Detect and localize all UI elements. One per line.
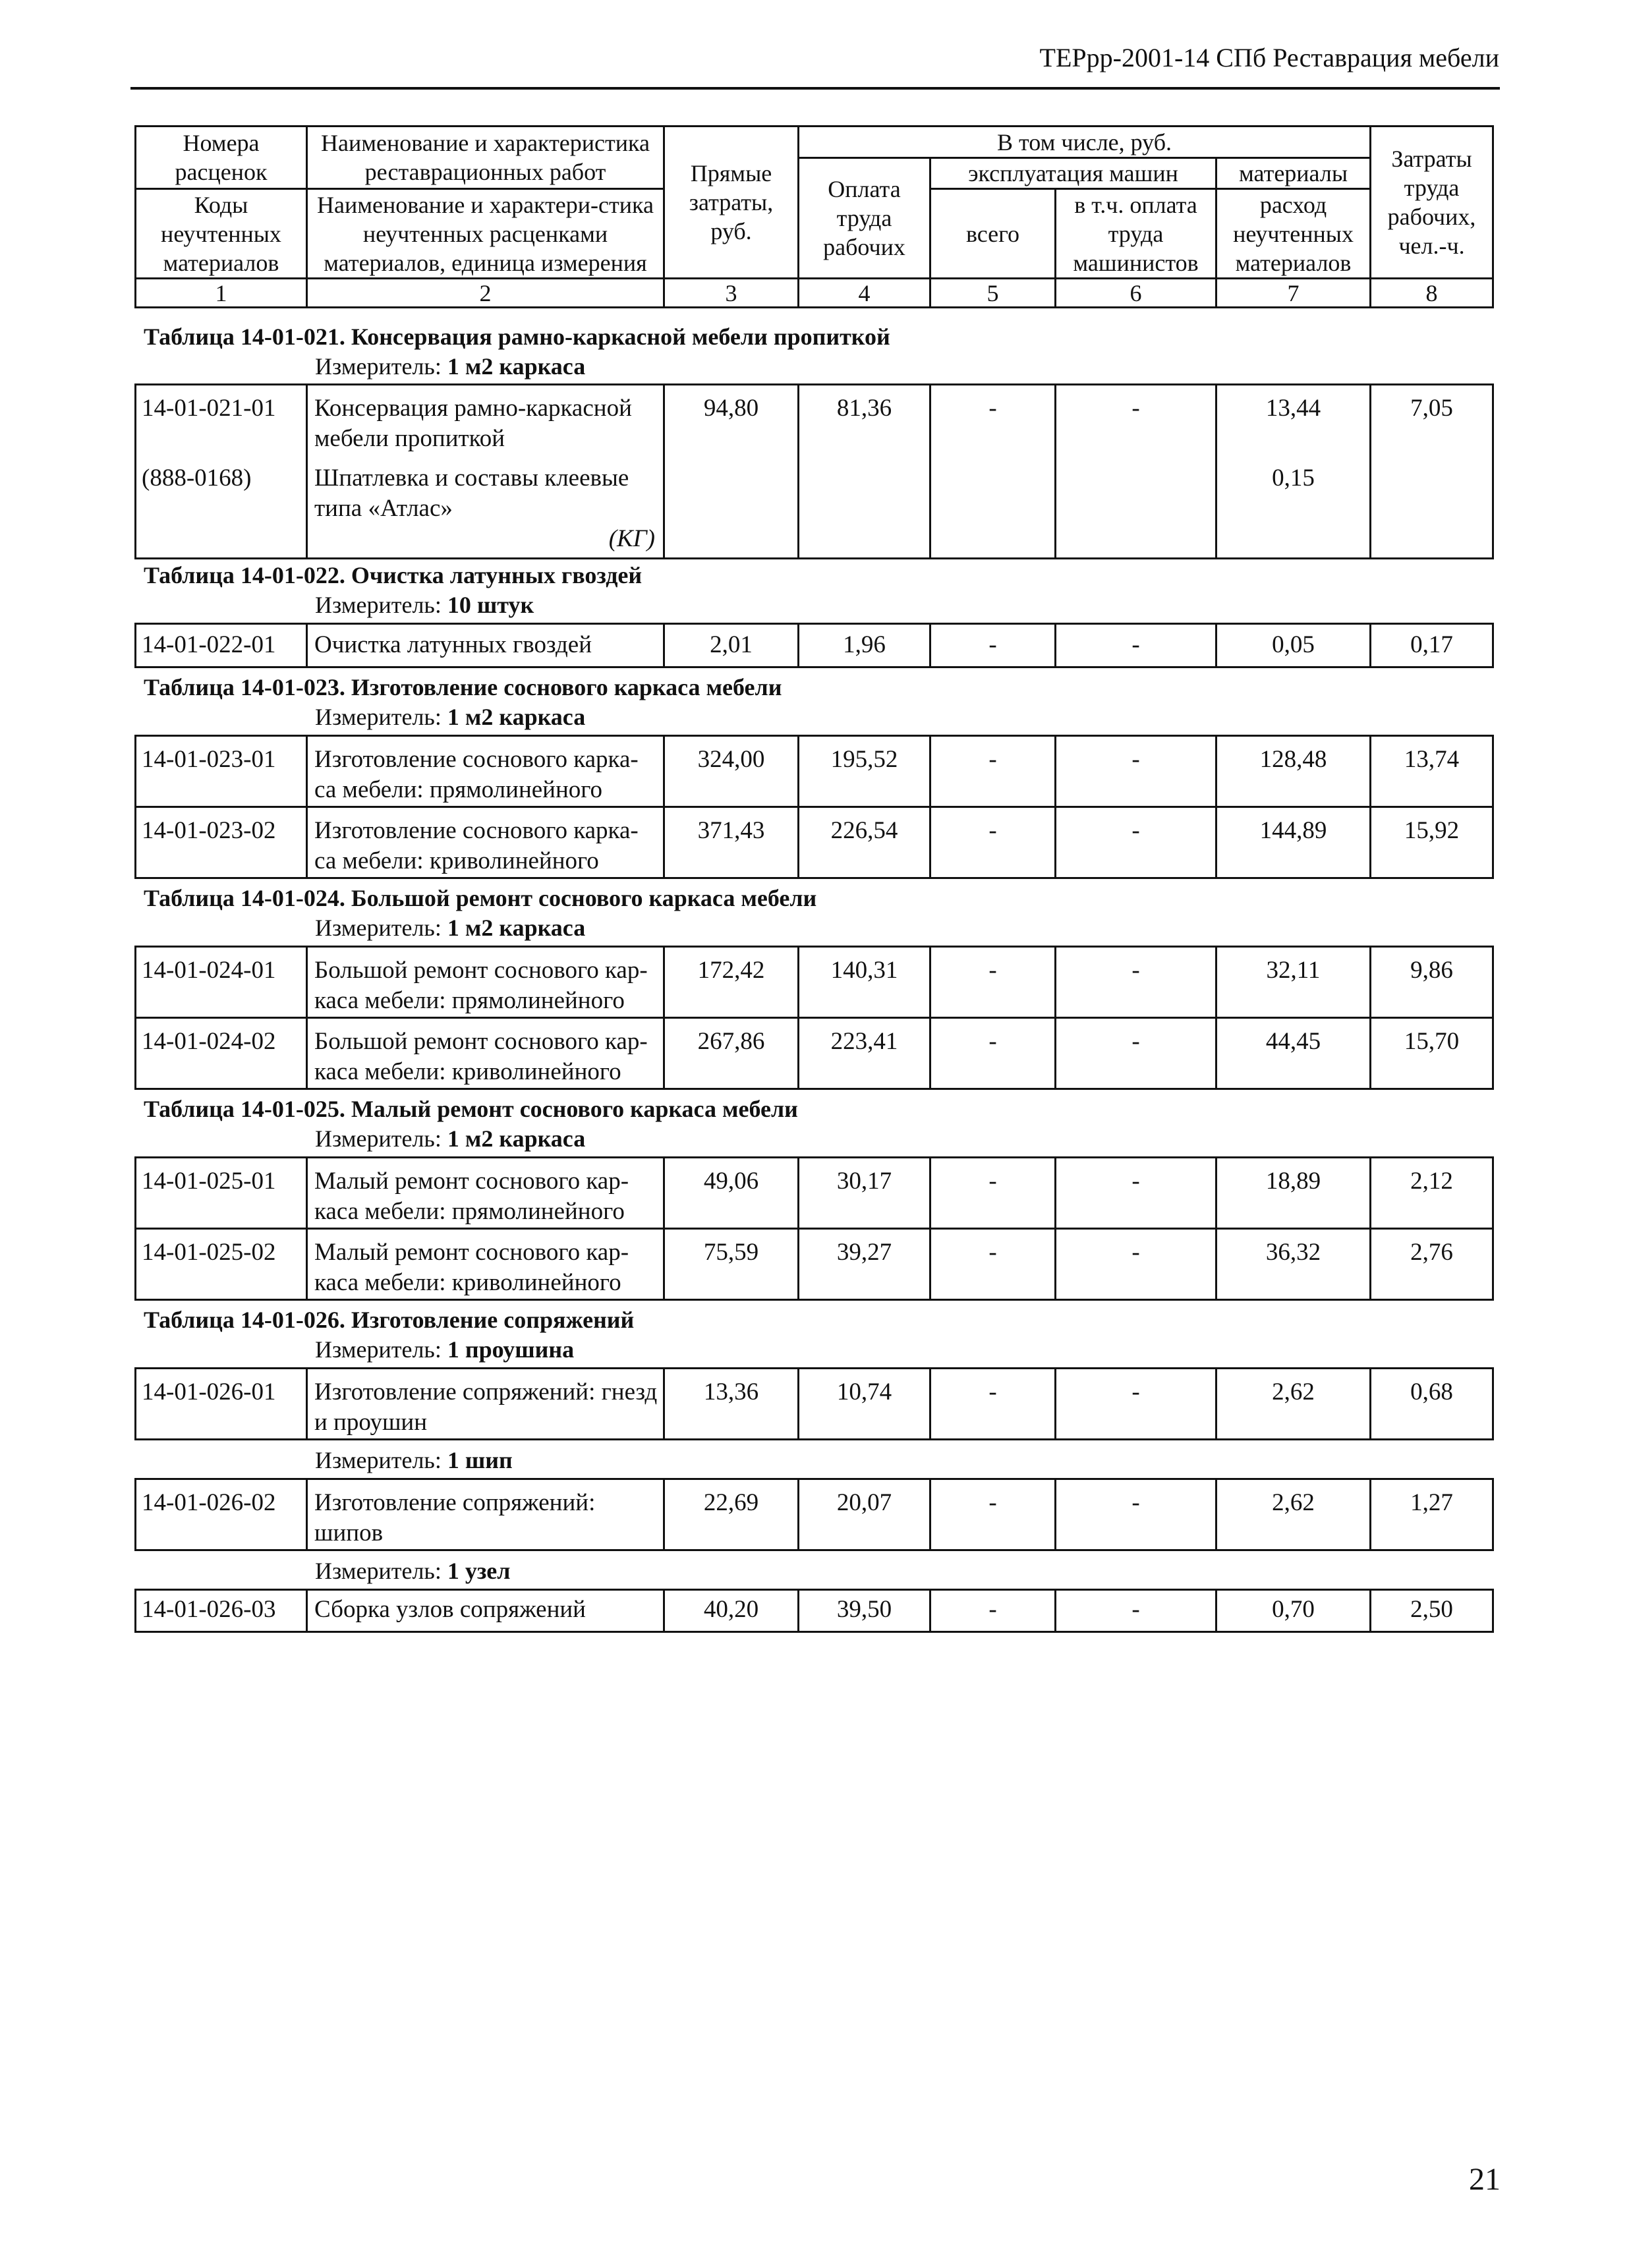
material-quantity: 0,15 xyxy=(1272,465,1315,492)
rate-code: 14-01-025-01 xyxy=(136,1158,307,1229)
work-name: Большой ремонт соснового кар-каса мебели: криволинейного xyxy=(307,1018,664,1089)
labor-pay: 10,74 xyxy=(799,1369,930,1440)
col-header-labor-hours: Затраты труда рабочих, чел.-ч. xyxy=(1371,127,1493,279)
table-row xyxy=(136,736,1493,807)
materials-value: 0,05 xyxy=(1216,624,1371,667)
labor-hours: 0,17 xyxy=(1371,624,1493,667)
table-row xyxy=(136,1369,1493,1440)
page-number: 21 xyxy=(1469,2162,1501,2197)
operators-pay: - xyxy=(1056,1369,1216,1440)
machines-total: - xyxy=(930,736,1056,807)
col-number-8: 8 xyxy=(1371,279,1493,308)
operators-pay: - xyxy=(1056,624,1216,667)
work-name: Малый ремонт соснового кар-каса мебели: криволинейного xyxy=(307,1229,664,1300)
rate-code: 14-01-021-01 xyxy=(142,395,276,422)
rate-code: 14-01-022-01 xyxy=(136,624,307,667)
work-name: Изготовление соснового карка-са мебели: криволинейного xyxy=(307,807,664,878)
col-header-operators-pay: в т.ч. оплата труда машинистов xyxy=(1056,189,1216,279)
materials-value: 36,32 xyxy=(1216,1229,1371,1300)
section-title: Таблица 14-01-023. Изготовление соснового каркаса мебели xyxy=(144,674,782,700)
labor-pay: 226,54 xyxy=(799,807,930,878)
machines-total: - xyxy=(930,1158,1056,1229)
col-header-including: В том числе, руб. xyxy=(799,127,1371,158)
table-row xyxy=(136,807,1493,878)
labor-pay: 140,31 xyxy=(799,947,930,1018)
machines-total: - xyxy=(930,624,1056,667)
section-title: Таблица 14-01-026. Изготовление сопряжений xyxy=(144,1307,635,1333)
materials-value: 0,70 xyxy=(1216,1590,1371,1632)
work-name: Большой ремонт соснового кар-каса мебели: прямолинейного xyxy=(307,947,664,1018)
labor-hours: 9,86 xyxy=(1371,947,1493,1018)
operators-pay: - xyxy=(1056,1018,1216,1089)
col-header-labor-pay: Оплата труда рабочих xyxy=(799,158,930,279)
labor-hours: 7,05 xyxy=(1371,385,1493,559)
work-name: Консервация рамно-каркасной мебели пропиткой xyxy=(314,395,632,452)
materials-value: 2,62 xyxy=(1216,1369,1371,1440)
table-row xyxy=(136,1479,1493,1550)
col-number-6: 6 xyxy=(1056,279,1216,308)
operators-pay: - xyxy=(1056,807,1216,878)
section-unit: Измеритель: 10 штук xyxy=(315,592,534,618)
rates-table xyxy=(134,623,1494,668)
col-number-3: 3 xyxy=(664,279,799,308)
table-row xyxy=(136,1158,1493,1229)
rates-table xyxy=(134,1367,1494,1440)
materials-value: 18,89 xyxy=(1216,1158,1371,1229)
col-header-materials: материалы xyxy=(1216,158,1371,189)
table-row xyxy=(136,947,1493,1018)
operators-pay: - xyxy=(1056,947,1216,1018)
work-name: Изготовление сопряжений: шипов xyxy=(307,1479,664,1550)
col-number-1: 1 xyxy=(136,279,307,308)
rates-table xyxy=(134,1478,1494,1551)
material-code: (888-0168) xyxy=(142,465,252,492)
section-title: Таблица 14-01-024. Большой ремонт соснового каркаса мебели xyxy=(144,885,817,911)
col-number-2: 2 xyxy=(307,279,664,308)
table-row xyxy=(136,1229,1493,1300)
table-row xyxy=(136,1018,1493,1089)
section-unit: Измеритель: 1 узел xyxy=(315,1558,511,1584)
work-name: Малый ремонт соснового кар-каса мебели: прямолинейного xyxy=(307,1158,664,1229)
operators-pay: - xyxy=(1056,385,1216,559)
labor-hours: 2,76 xyxy=(1371,1229,1493,1300)
machines-total: - xyxy=(930,1369,1056,1440)
direct-costs: 22,69 xyxy=(664,1479,799,1550)
work-name: Изготовление сопряжений: гнезд и проушин xyxy=(307,1369,664,1440)
machines-total: - xyxy=(930,807,1056,878)
labor-hours: 15,70 xyxy=(1371,1018,1493,1089)
rates-table xyxy=(134,383,1494,559)
machines-total: - xyxy=(930,1018,1056,1089)
rate-code: 14-01-024-02 xyxy=(136,1018,307,1089)
direct-costs: 2,01 xyxy=(664,624,799,667)
labor-pay: 223,41 xyxy=(799,1018,930,1089)
section-unit: Измеритель: 1 проушина xyxy=(315,1336,575,1363)
section-unit: Измеритель: 1 м2 каркаса xyxy=(315,915,586,941)
section-unit: Измеритель: 1 м2 каркаса xyxy=(315,353,586,380)
material-unit: (КГ) xyxy=(608,525,655,552)
rate-code: 14-01-025-02 xyxy=(136,1229,307,1300)
labor-pay: 195,52 xyxy=(799,736,930,807)
rates-table xyxy=(134,1589,1494,1633)
material-name: Шпатлевка и составы клеевые типа «Атлас» xyxy=(314,465,629,522)
materials-value: 32,11 xyxy=(1216,947,1371,1018)
machines-total: - xyxy=(930,385,1056,559)
rates-table xyxy=(134,946,1494,1090)
operators-pay: - xyxy=(1056,1479,1216,1550)
direct-costs: 75,59 xyxy=(664,1229,799,1300)
column-header-table xyxy=(134,125,1494,308)
direct-costs: 324,00 xyxy=(664,736,799,807)
materials-value: 13,44 xyxy=(1265,395,1321,422)
labor-hours: 2,50 xyxy=(1371,1590,1493,1632)
direct-costs: 172,42 xyxy=(664,947,799,1018)
direct-costs: 13,36 xyxy=(664,1369,799,1440)
operators-pay: - xyxy=(1056,1158,1216,1229)
rates-table xyxy=(134,735,1494,879)
col-header-machine-operation: эксплуатация машин xyxy=(930,158,1216,189)
direct-costs: 267,86 xyxy=(664,1018,799,1089)
section-title: Таблица 14-01-021. Консервация рамно-каркасной мебели пропиткой xyxy=(144,324,890,350)
col-header-machines-total: всего xyxy=(930,189,1056,279)
labor-pay: 1,96 xyxy=(799,624,930,667)
labor-hours: 2,12 xyxy=(1371,1158,1493,1229)
col-header-work-name: Наименование и характеристика реставрационных работ xyxy=(307,127,664,189)
direct-costs: 49,06 xyxy=(664,1158,799,1229)
machines-total: - xyxy=(930,1229,1056,1300)
materials-value: 128,48 xyxy=(1216,736,1371,807)
rate-code: 14-01-026-03 xyxy=(136,1590,307,1632)
operators-pay: - xyxy=(1056,736,1216,807)
col-header-material-codes: Коды неучтенных материалов xyxy=(136,189,307,279)
rate-code: 14-01-023-02 xyxy=(136,807,307,878)
direct-costs: 371,43 xyxy=(664,807,799,878)
rates-table xyxy=(134,1156,1494,1301)
direct-costs: 40,20 xyxy=(664,1590,799,1632)
machines-total: - xyxy=(930,947,1056,1018)
col-number-7: 7 xyxy=(1216,279,1371,308)
work-name: Сборка узлов сопряжений xyxy=(307,1590,664,1632)
col-number-4: 4 xyxy=(799,279,930,308)
labor-hours: 1,27 xyxy=(1371,1479,1493,1550)
materials-value: 44,45 xyxy=(1216,1018,1371,1089)
labor-pay: 81,36 xyxy=(799,385,930,559)
section-unit: Измеритель: 1 м2 каркаса xyxy=(315,1125,586,1152)
labor-hours: 0,68 xyxy=(1371,1369,1493,1440)
section-unit: Измеритель: 1 шип xyxy=(315,1447,513,1473)
section-unit: Измеритель: 1 м2 каркаса xyxy=(315,704,586,730)
labor-hours: 15,92 xyxy=(1371,807,1493,878)
machines-total: - xyxy=(930,1479,1056,1550)
work-name: Очистка латунных гвоздей xyxy=(307,624,664,667)
header-rule xyxy=(130,87,1500,90)
col-header-direct-costs: Прямые затраты, руб. xyxy=(664,127,799,279)
table-row xyxy=(136,385,1493,559)
direct-costs: 94,80 xyxy=(664,385,799,559)
col-number-5: 5 xyxy=(930,279,1056,308)
materials-value: 2,62 xyxy=(1216,1479,1371,1550)
rate-code: 14-01-026-02 xyxy=(136,1479,307,1550)
table-row xyxy=(136,624,1493,667)
document-title: ТЕРрр-2001-14 СПб Реставрация мебели xyxy=(1039,43,1499,72)
labor-pay: 39,27 xyxy=(799,1229,930,1300)
machines-total: - xyxy=(930,1590,1056,1632)
col-header-material-names: Наименование и характери-стика неучтенных расценками материалов, единица измерения xyxy=(307,189,664,279)
labor-pay: 30,17 xyxy=(799,1158,930,1229)
labor-pay: 20,07 xyxy=(799,1479,930,1550)
section-title: Таблица 14-01-022. Очистка латунных гвоздей xyxy=(144,562,643,588)
operators-pay: - xyxy=(1056,1229,1216,1300)
rate-code: 14-01-024-01 xyxy=(136,947,307,1018)
col-header-rate-numbers: Номера расценок xyxy=(136,127,307,189)
labor-hours: 13,74 xyxy=(1371,736,1493,807)
operators-pay: - xyxy=(1056,1590,1216,1632)
section-title: Таблица 14-01-025. Малый ремонт соснового каркаса мебели xyxy=(144,1096,798,1122)
col-header-unaccounted-materials: расход неучтенных материалов xyxy=(1216,189,1371,279)
labor-pay: 39,50 xyxy=(799,1590,930,1632)
table-row xyxy=(136,1590,1493,1632)
rate-code: 14-01-026-01 xyxy=(136,1369,307,1440)
materials-value: 144,89 xyxy=(1216,807,1371,878)
work-name: Изготовление соснового карка-са мебели: прямолинейного xyxy=(307,736,664,807)
rate-code: 14-01-023-01 xyxy=(136,736,307,807)
